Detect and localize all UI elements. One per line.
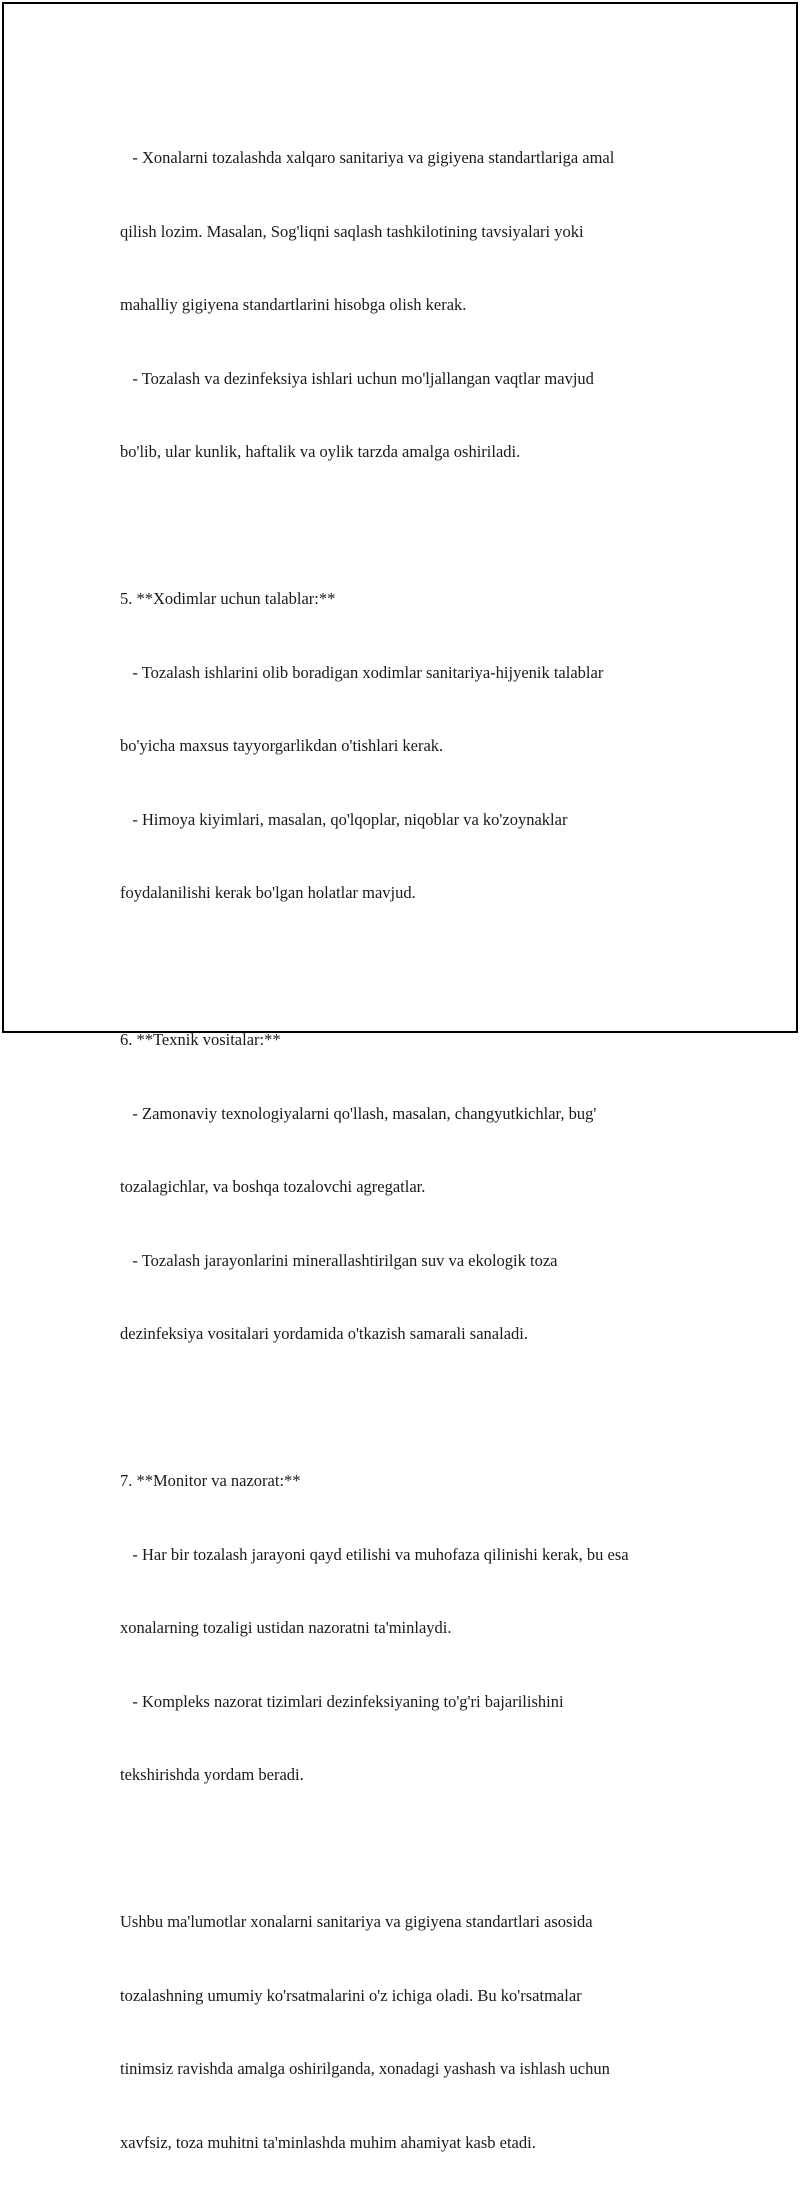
text-line: tozalagichlar, va boshqa tozalovchi agregatlar. [120, 1177, 426, 1196]
text-line: - Xonalarni tozalashda xalqaro sanitariya va gigiyena standartlariga amal [120, 148, 615, 167]
text-line: - Tozalash ishlarini olib boradigan xodimlar sanitariya-hijyenik talablar [120, 662, 604, 682]
paragraph-gap [120, 1396, 720, 1421]
text-line: bo'yicha maxsus tayyorgarlikdan o'tishlari kerak. [120, 736, 444, 755]
paragraph-gap [120, 955, 720, 980]
section-heading: 5. **Xodimlar uchun talablar:** [120, 589, 336, 608]
text-line: - Kompleks nazorat tizimlari dezinfeksiyaning to'g'ri bajarilishini [120, 1691, 564, 1711]
text-line: tozalashning umumiy ko'rsatmalarini o'z ichiga oladi. Bu ko'rsatmalar [120, 1985, 582, 2005]
text-line: - Tozalash va dezinfeksiya ishlari uchun mo'ljallangan vaqtlar mavjud [120, 368, 594, 388]
text-line: - Himoya kiyimlari, masalan, qo'lqoplar, niqoblar va ko'zoynaklar [120, 809, 568, 829]
page-frame [2, 2, 798, 2152]
document-body [120, 97, 720, 2204]
text-line: mahalliy gigiyena standartlarini hisobga olish kerak. [120, 295, 467, 314]
text-line: Ushbu ma'lumotlar xonalarni sanitariya va gigiyena standartlari asosida [120, 1912, 593, 1931]
text-line: foydalanilishi kerak bo'lgan holatlar mavjud. [120, 883, 416, 902]
text-line: xavfsiz, toza muhitni ta'minlashda muhim ahamiyat kasb etadi. [120, 2132, 536, 2152]
text-line: - Tozalash jarayonlarini minerallashtirilgan suv va ekologik toza [120, 1250, 558, 1270]
paragraph-gap [120, 1837, 720, 1862]
section-heading: 6. **Texnik vositalar:** [120, 1030, 281, 1049]
text-line: tekshirishda yordam beradi. [120, 1765, 304, 1784]
text-line: dezinfeksiya vositalari yordamida o'tkazish samarali sanaladi. [120, 1324, 528, 1343]
text-line: xonalarning tozaligi ustidan nazoratni ta'minlaydi. [120, 1618, 452, 1637]
text-line: bo'lib, ular kunlik, haftalik va oylik tarzda amalga oshiriladi. [120, 442, 521, 461]
text-line: qilish lozim. Masalan, Sog'liqni saqlash tashkilotining tavsiyalari yoki [120, 221, 584, 241]
paragraph-gap [120, 514, 720, 539]
text-line: - Zamonaviy texnologiyalarni qo'llash, masalan, changyutkichlar, bug' [120, 1103, 597, 1123]
text-line: - Har bir tozalash jarayoni qayd etilishi va muhofaza qilinishi kerak, bu esa [120, 1544, 629, 1564]
section-heading: 7. **Monitor va nazorat:** [120, 1471, 301, 1490]
text-line: tinimsiz ravishda amalga oshirilganda, xonadagi yashash va ishlash uchun [120, 2059, 610, 2078]
